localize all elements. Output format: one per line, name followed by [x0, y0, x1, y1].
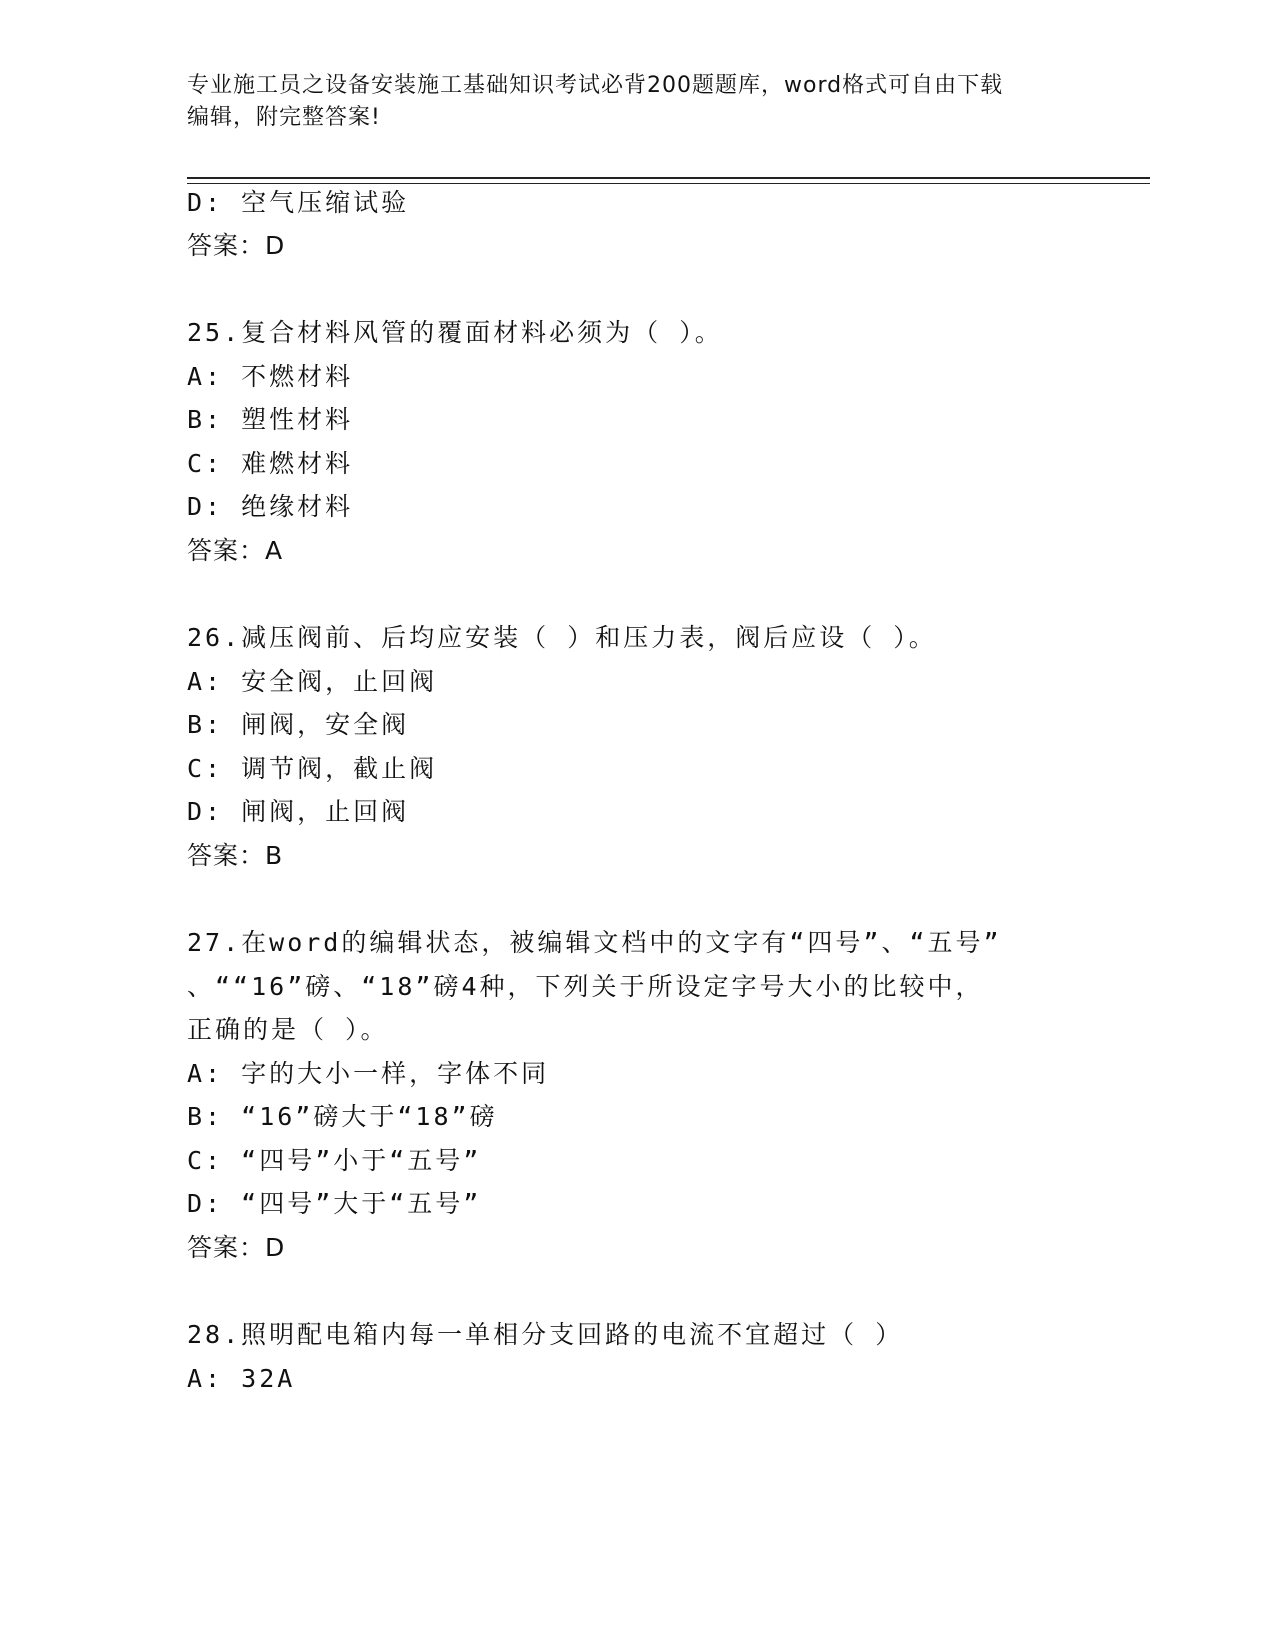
q28-stem: 28.照明配电箱内每一单相分支回路的电流不宜超过（ ）: [187, 1320, 904, 1349]
document-header: [187, 70, 1087, 134]
q27-stem-line-2: 、““16”磅、“18”磅4种，下列关于所设定字号大小的比较中，: [187, 972, 984, 1001]
q27-stem-line-3: 正确的是（ ）。: [187, 1015, 389, 1044]
q26-stem: 26.减压阀前、后均应安装（ ）和压力表，阀后应设（ ）。: [187, 623, 937, 652]
q27-option-c: C: “四号”小于“五号”: [187, 1146, 482, 1175]
q26-option-b: B: 闸阀，安全阀: [187, 710, 410, 739]
q27-option-a: A: 字的大小一样，字体不同: [187, 1059, 550, 1088]
prev-answer: 答案：D: [187, 231, 286, 260]
header-divider-thin: [187, 183, 1150, 184]
q25-option-b: B: 塑性材料: [187, 405, 354, 434]
q26-answer: 答案：B: [187, 841, 284, 870]
q25-option-a: A: 不燃材料: [187, 362, 354, 391]
header-line-1: 专业施工员之设备安装施工基础知识考试必背200题题库，word格式可自由下载: [187, 73, 1004, 98]
q25-option-d: D: 绝缘材料: [187, 492, 354, 521]
q25-option-c: C: 难燃材料: [187, 449, 354, 478]
header-divider-thick: [187, 177, 1150, 179]
q27-answer: 答案：D: [187, 1233, 286, 1262]
q25-stem: 25.复合材料风管的覆面材料必须为（ ）。: [187, 318, 723, 347]
q27-option-b: B: “16”磅大于“18”磅: [187, 1102, 498, 1131]
prev-option-d: D: 空气压缩试验: [187, 188, 410, 217]
q26-option-d: D: 闸阀，止回阀: [187, 797, 410, 826]
q27-option-d: D: “四号”大于“五号”: [187, 1189, 482, 1218]
q26-option-c: C: 调节阀，截止阀: [187, 754, 438, 783]
q25-answer: 答案：A: [187, 536, 284, 565]
header-line-2: 编辑，附完整答案!: [187, 105, 381, 130]
q27-stem-line-1: 27.在word的编辑状态，被编辑文档中的文字有“四号”、“五号”: [187, 928, 1002, 957]
q28-option-a: A: 32A: [187, 1364, 296, 1393]
q26-option-a: A: 安全阀，止回阀: [187, 667, 438, 696]
